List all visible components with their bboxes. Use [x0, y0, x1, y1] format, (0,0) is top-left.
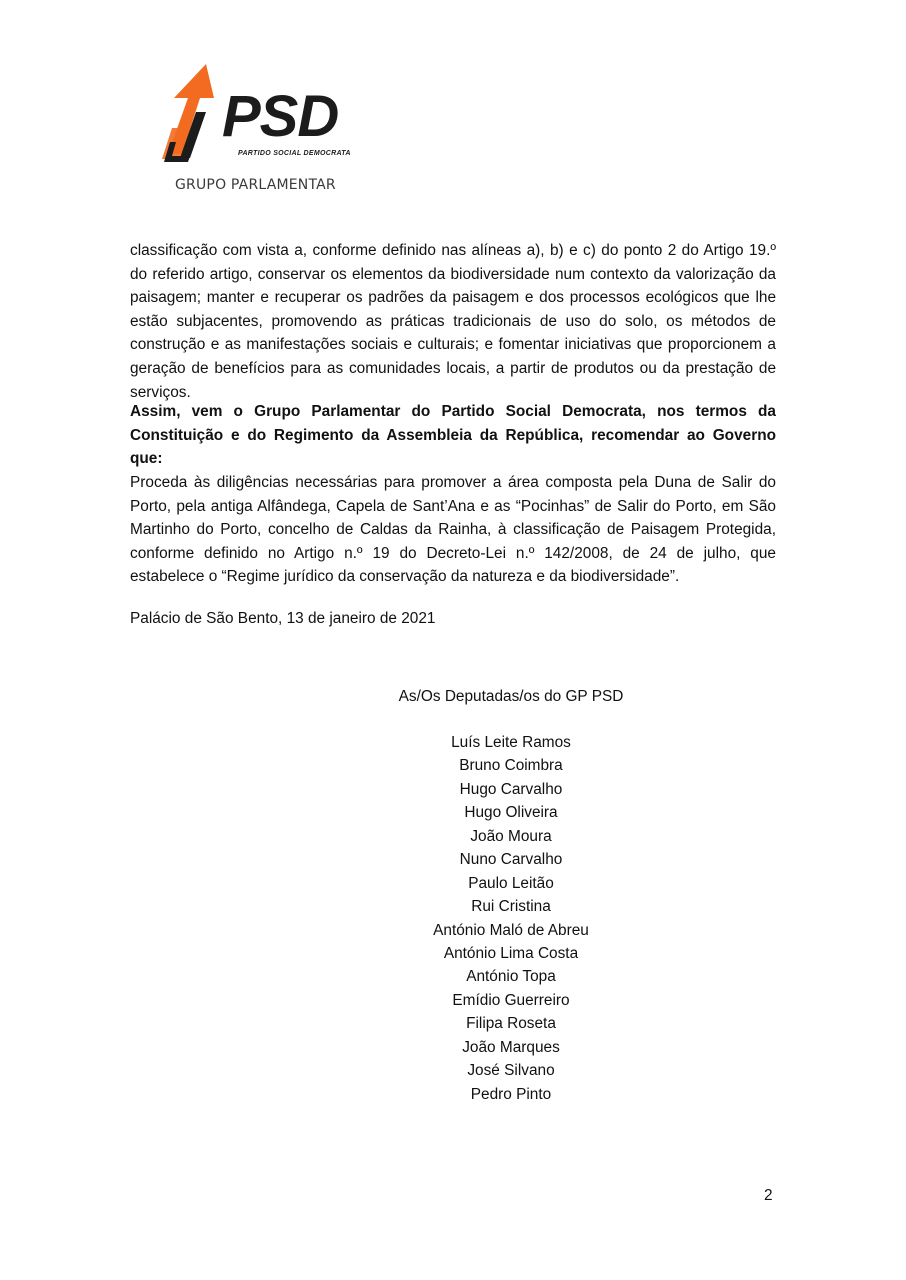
signatory-name: António Lima Costa: [443, 944, 579, 962]
date-line: Palácio de São Bento, 13 de janeiro de 2021: [130, 610, 436, 627]
signatory-name: João Moura: [470, 827, 552, 845]
signatory-name: Paulo Leitão: [468, 874, 554, 892]
page-number: 2: [764, 1187, 773, 1204]
signatories-list: [300, 731, 722, 1106]
signatory-name: Bruno Coimbra: [459, 757, 563, 775]
psd-logo: [160, 62, 360, 202]
signatory-name: Filipa Roseta: [466, 1015, 556, 1033]
paragraph-1: classificação com vista a, conforme definido nas alíneas a), b) e c) do ponto 2 do Artigo 19.º do referido artigo, conservar os elementos da biodiversidade num contexto da valorização da paisagem; manter e recuperar os padrões da paisagem e dos processos ecológicos que lhe estão subjacentes, promovendo as práticas tradicionais de uso do solo, os métodos de construção e as manifestações sociais e culturais; e fomentar iniciativas que proporcionem a geração de benefícios para as comunidades locais, a partir de produtos ou da prestação de serviços.: [130, 242, 776, 401]
signatory-name: António Maló de Abreu: [433, 921, 589, 939]
signatory-name: Pedro Pinto: [470, 1085, 552, 1103]
signatory-name: António Topa: [466, 968, 556, 986]
logo-subtitle: PARTIDO SOCIAL DEMOCRATA: [238, 150, 351, 157]
signatories-heading: As/Os Deputadas/os do GP PSD: [398, 688, 624, 705]
recommendation-intro: Assim, vem o Grupo Parlamentar do Partido Social Democrata, nos termos da Constituição e do Regimento da Assembleia da República, recomendar ao Governo que:: [130, 403, 776, 468]
signatory-name: Luís Leite Ramos: [451, 734, 571, 751]
group-label: GRUPO PARLAMENTAR: [175, 177, 336, 193]
signatory-name: José Silvano: [467, 1062, 555, 1080]
signatory-name: João Marques: [462, 1038, 560, 1056]
signatory-name: Hugo Oliveira: [464, 804, 558, 822]
signatory-name: Nuno Carvalho: [459, 851, 563, 869]
signatory-name: Hugo Carvalho: [459, 780, 563, 798]
recommendation-body: Proceda às diligências necessárias para promover a área composta pela Duna de Salir do Porto, pela antiga Alfândega, Capela de Sant’Ana e as “Pocinhas” de Salir do Porto, em São Martinho do Porto, concelho de Caldas da Rainha, à classificação de Paisagem Protegida, conforme definido no Artigo n.º 19 do Decreto-Lei n.º 142/2008, de 24 de julho, que estabelece o “Regime jurídico da conservação da natureza e da biodiversidade”.: [130, 474, 776, 586]
logo-wordmark: PSD: [222, 84, 339, 149]
signatory-name: Rui Cristina: [471, 898, 551, 916]
signatory-name: Emídio Guerreiro: [452, 991, 570, 1009]
